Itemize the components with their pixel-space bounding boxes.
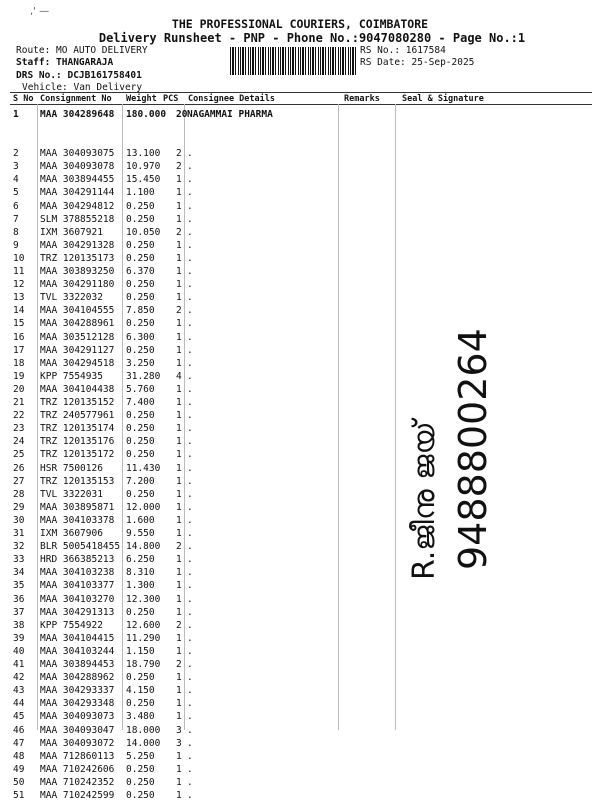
row-sno: 13 [13,292,25,304]
col-pcs: PCS [163,94,179,104]
row-pcs: 1 [176,331,182,343]
row-consignee: . [187,672,193,684]
row-consignment: MAA 304293337 [40,685,115,697]
row-weight: 12.000 [126,501,161,513]
row-consignee: . [187,397,193,408]
route-text: Route: MO AUTO DELIVERY [16,45,148,56]
row-sno: 49 [13,763,25,775]
row-sno: 48 [13,750,25,762]
row-pcs: 1 [176,698,182,710]
barcode [230,47,356,75]
row-consignment: MAA 304093047 [40,724,115,736]
row-weight: 0.250 [126,698,155,710]
row-consignment: MAA 304291144 [40,187,115,199]
row-consignee: . [187,750,193,762]
row-consignee: . [187,213,193,225]
row-pcs: 1 [176,462,182,474]
row-sno: 45 [13,711,25,723]
row-consignment: MAA 304289648 [40,109,115,120]
row-weight: 0.250 [126,292,155,304]
row-weight: 12.300 [126,593,161,605]
rs-number: RS No.: 1617584 [360,45,446,56]
row-consignee: . [187,410,193,422]
row-consignment: MAA 304291313 [40,606,115,618]
row-pcs: 1 [176,606,182,618]
row-consignment: MAA 303512128 [40,331,115,343]
row-sno: 6 [13,200,19,212]
row-consignee: . [187,331,193,343]
row-consignee: . [187,292,193,304]
row-weight: 5.250 [126,750,155,762]
row-weight: 0.250 [126,279,155,291]
row-weight: 7.400 [126,397,155,408]
row-weight: 0.250 [126,318,155,330]
row-consignment: MAA 304093075 [40,148,115,160]
row-consignee: . [187,370,193,382]
row-weight: 1.300 [126,580,155,592]
row-consignment: TVL 3322031 [40,488,103,500]
row-pcs: 2 [176,305,182,317]
col-weight: Weight [126,94,157,104]
row-consignment: TRZ 120135153 [40,475,115,487]
row-sno: 22 [13,410,25,422]
row-pcs: 1 [176,632,182,644]
row-weight: 5.760 [126,383,155,395]
pen-mark: ,' — [30,6,50,17]
row-consignment: IXM 3607906 [40,528,103,539]
row-weight: 0.250 [126,410,155,422]
row-consignee: . [187,449,193,461]
row-consignment: TRZ 120135172 [40,449,115,461]
row-pcs: 1 [176,776,182,788]
row-consignment: MAA 304104555 [40,305,115,317]
row-consignee: . [187,685,193,697]
row-sno: 9 [13,239,19,251]
row-consignment: KPP 7554935 [40,370,103,382]
row-consignee: . [187,174,193,186]
row-sno: 23 [13,423,25,435]
row-sno: 37 [13,606,25,618]
row-sno: 7 [13,213,19,225]
row-consignment: MAA 304093072 [40,737,115,749]
row-consignee: . [187,554,193,566]
row-pcs: 1 [176,711,182,723]
row-weight: 0.250 [126,763,155,775]
row-sno: 16 [13,331,25,343]
row-sno: 43 [13,685,25,697]
row-sno: 41 [13,659,25,670]
row-weight: 11.290 [126,632,161,644]
row-consignment: MAA 710242606 [40,763,115,775]
row-weight: 0.250 [126,213,155,225]
col-remarks: Remarks [344,94,380,104]
row-weight: 4.150 [126,685,155,697]
row-pcs: 1 [176,292,182,304]
row-weight: 13.100 [126,148,161,160]
row-weight: 180.000 [126,109,167,120]
row-sno: 25 [13,449,25,461]
row-pcs: 1 [176,436,182,448]
row-pcs: 2 [176,148,182,160]
row-consignee: . [187,541,193,553]
row-pcs: 1 [176,239,182,251]
row-consignment: MAA 304288962 [40,672,115,684]
row-consignee: NAGAMMAI PHARMA [187,109,273,120]
row-weight: 0.250 [126,200,155,212]
runsheet-subtitle: Delivery Runsheet - PNP - Phone No.:9047080280 - Page No.:1 [98,31,526,45]
row-pcs: 1 [176,528,182,539]
row-consignee: . [187,436,193,448]
row-pcs: 1 [176,593,182,605]
row-consignee: . [187,475,193,487]
row-consignee: . [187,344,193,356]
row-pcs: 1 [176,488,182,500]
row-weight: 15.450 [126,174,161,186]
row-consignee: . [187,279,193,291]
row-consignee: . [187,528,193,539]
row-consignment: TRZ 120135176 [40,436,115,448]
row-weight: 10.970 [126,161,161,173]
row-consignment: IXM 3607921 [40,226,103,238]
row-weight: 0.250 [126,436,155,448]
row-consignment: MAA 304291180 [40,279,115,291]
row-weight: 9.550 [126,528,155,539]
row-consignee: . [187,148,193,160]
row-weight: 0.250 [126,606,155,618]
row-sno: 5 [13,187,19,199]
row-pcs: 1 [176,449,182,461]
row-weight: 0.250 [126,790,155,801]
row-sno: 46 [13,724,25,736]
col-divider [37,104,38,730]
row-consignee: . [187,632,193,644]
row-consignment: MAA 304293348 [40,698,115,710]
row-sno: 15 [13,318,25,330]
row-weight: 18.000 [126,724,161,736]
row-pcs: 1 [176,410,182,422]
row-sno: 17 [13,344,25,356]
row-sno: 18 [13,357,25,369]
row-sno: 14 [13,305,25,317]
row-weight: 6.370 [126,266,155,277]
row-pcs: 1 [176,645,182,657]
row-consignment: MAA 304093078 [40,161,115,173]
col-divider [338,104,339,730]
row-pcs: 3 [176,724,182,736]
col-sno: S No [13,94,34,104]
row-weight: 6.250 [126,554,155,566]
row-pcs: 1 [176,554,182,566]
row-consignment: MAA 304104415 [40,632,115,644]
row-weight: 6.300 [126,331,155,343]
rs-date: RS Date: 25-Sep-2025 [360,57,475,68]
row-consignee: . [187,737,193,749]
row-consignment: MAA 303894455 [40,174,115,186]
row-sno: 34 [13,567,25,579]
col-consignee: Consignee Details [188,94,275,104]
row-sno: 33 [13,554,25,566]
row-consignee: . [187,318,193,330]
row-consignment: TRZ 120135174 [40,423,115,435]
row-weight: 3.250 [126,357,155,369]
row-consignee: . [187,239,193,251]
row-weight: 31.280 [126,370,161,382]
row-consignment: BLR 5005418455 [40,541,121,553]
row-consignee: . [187,776,193,788]
row-sno: 12 [13,279,25,291]
row-consignment: HSR 7500126 [40,462,103,474]
row-sno: 39 [13,632,25,644]
row-consignment: MAA 304294812 [40,200,115,212]
row-consignment: TRZ 240577961 [40,410,115,422]
row-weight: 3.480 [126,711,155,723]
row-consignment: MAA 304103238 [40,567,115,579]
row-pcs: 1 [176,357,182,369]
row-weight: 10.050 [126,226,161,238]
row-weight: 0.250 [126,776,155,788]
row-consignee: . [187,423,193,435]
row-sno: 50 [13,776,25,788]
row-consignee: . [187,200,193,212]
row-consignee: . [187,619,193,631]
row-pcs: 1 [176,266,182,277]
row-weight: 1.600 [126,514,155,526]
row-consignee: . [187,266,193,277]
row-sno: 31 [13,528,25,539]
row-pcs: 1 [176,672,182,684]
row-pcs: 1 [176,252,182,264]
row-consignment: KPP 7554922 [40,619,103,631]
row-sno: 51 [13,790,25,801]
row-sno: 32 [13,541,25,553]
row-sno: 21 [13,397,25,408]
row-pcs: 1 [176,567,182,579]
row-consignment: MAA 712860113 [40,750,115,762]
row-pcs: 1 [176,383,182,395]
row-weight: 0.250 [126,252,155,264]
row-pcs: 1 [176,750,182,762]
row-consignment: MAA 303893250 [40,266,115,277]
row-weight: 7.850 [126,305,155,317]
row-consignment: TVL 3322032 [40,292,103,304]
row-consignment: HRD 366385213 [40,554,115,566]
row-consignment: TRZ 120135173 [40,252,115,264]
row-consignee: . [187,698,193,710]
row-consignee: . [187,305,193,317]
row-consignment: MAA 710242352 [40,776,115,788]
col-consignment: Consignment No [40,94,112,104]
row-consignment: TRZ 120135152 [40,397,115,408]
row-pcs: 1 [176,685,182,697]
row-weight: 0.250 [126,488,155,500]
row-consignee: . [187,763,193,775]
row-pcs: 1 [176,790,182,801]
row-weight: 14.000 [126,737,161,749]
row-pcs: 1 [176,763,182,775]
row-weight: 1.150 [126,645,155,657]
row-consignment: MAA 303895871 [40,501,115,513]
row-pcs: 1 [176,397,182,408]
row-weight: 12.600 [126,619,161,631]
row-pcs: 2 [176,619,182,631]
row-consignee: . [187,606,193,618]
row-pcs: 1 [176,423,182,435]
row-weight: 7.200 [126,475,155,487]
row-consignee: . [187,593,193,605]
signature-name: R.ജീനു ജയ് [407,421,442,580]
row-pcs: 1 [176,213,182,225]
row-sno: 4 [13,174,19,186]
signature-phone: 9488800264 [451,328,495,570]
row-consignee: . [187,161,193,173]
row-consignee: . [187,711,193,723]
row-consignee: . [187,462,193,474]
row-consignment: MAA 304291328 [40,239,115,251]
row-consignee: . [187,488,193,500]
row-sno: 24 [13,436,25,448]
row-sno: 28 [13,488,25,500]
row-sno: 30 [13,514,25,526]
row-consignee: . [187,357,193,369]
row-consignment: MAA 304294518 [40,357,115,369]
row-pcs: 2 [176,659,182,670]
row-sno: 29 [13,501,25,513]
staff-text: Staff: THANGARAJA [16,57,114,68]
row-consignment: MAA 304291127 [40,344,115,356]
row-consignee: . [187,383,193,395]
row-pcs: 2 [176,226,182,238]
row-weight: 1.100 [126,187,155,199]
col-divider [184,104,185,730]
row-consignee: . [187,567,193,579]
row-pcs: 1 [176,174,182,186]
row-sno: 3 [13,161,19,173]
row-weight: 0.250 [126,423,155,435]
col-seal-signature: Seal & Signature [402,94,484,104]
row-sno: 27 [13,475,25,487]
row-consignee: . [187,724,193,736]
handwritten-signature [380,280,540,580]
row-sno: 2 [13,148,19,160]
row-weight: 14.800 [126,541,161,553]
vehicle-text: Vehicle: Van Delivery [22,82,143,93]
row-sno: 42 [13,672,25,684]
row-consignee: . [187,580,193,592]
row-sno: 38 [13,619,25,631]
row-pcs: 3 [176,737,182,749]
row-weight: 0.250 [126,449,155,461]
row-pcs: 1 [176,580,182,592]
row-pcs: 4 [176,370,182,382]
row-consignment: MAA 304288961 [40,318,115,330]
row-pcs: 1 [176,279,182,291]
row-weight: 0.250 [126,344,155,356]
row-pcs: 1 [176,501,182,513]
row-sno: 11 [13,266,25,277]
row-consignee: . [187,187,193,199]
header-top-rule [10,92,592,93]
row-consignee: . [187,790,193,801]
row-weight: 11.430 [126,462,161,474]
row-sno: 36 [13,593,25,605]
row-sno: 1 [13,109,19,120]
row-weight: 18.790 [126,659,161,670]
row-sno: 26 [13,462,25,474]
row-consignment: MAA 303894453 [40,659,115,670]
row-sno: 47 [13,737,25,749]
row-weight: 0.250 [126,239,155,251]
row-consignment: MAA 304103270 [40,593,115,605]
row-consignee: . [187,252,193,264]
row-consignment: MAA 304103377 [40,580,115,592]
row-sno: 10 [13,252,25,264]
header-bottom-rule [10,104,592,105]
row-weight: 8.310 [126,567,155,579]
row-consignee: . [187,514,193,526]
row-sno: 19 [13,370,25,382]
row-pcs: 1 [176,318,182,330]
row-pcs: 2 [176,161,182,173]
row-consignment: SLM 378855218 [40,213,115,225]
row-pcs: 1 [176,344,182,356]
row-consignment: MAA 304103378 [40,514,115,526]
row-consignee: . [187,645,193,657]
row-sno: 35 [13,580,25,592]
row-consignment: MAA 304093073 [40,711,115,723]
row-consignee: . [187,226,193,238]
row-pcs: 1 [176,475,182,487]
row-sno: 40 [13,645,25,657]
row-pcs: 1 [176,187,182,199]
row-consignment: MAA 304103244 [40,645,115,657]
row-sno: 44 [13,698,25,710]
row-consignee: . [187,659,193,670]
row-weight: 0.250 [126,672,155,684]
row-pcs: 1 [176,514,182,526]
row-pcs: 2 [176,541,182,553]
row-pcs: 20 [176,109,188,120]
row-pcs: 1 [176,200,182,212]
company-title: THE PROFESSIONAL COURIERS, COIMBATORE [171,17,429,31]
row-sno: 20 [13,383,25,395]
row-consignee: . [187,501,193,513]
row-sno: 8 [13,226,19,238]
drs-number: DRS No.: DCJB161758401 [16,70,142,81]
row-consignment: MAA 710242599 [40,790,115,801]
col-divider [122,104,123,730]
row-consignment: MAA 304104438 [40,383,115,395]
